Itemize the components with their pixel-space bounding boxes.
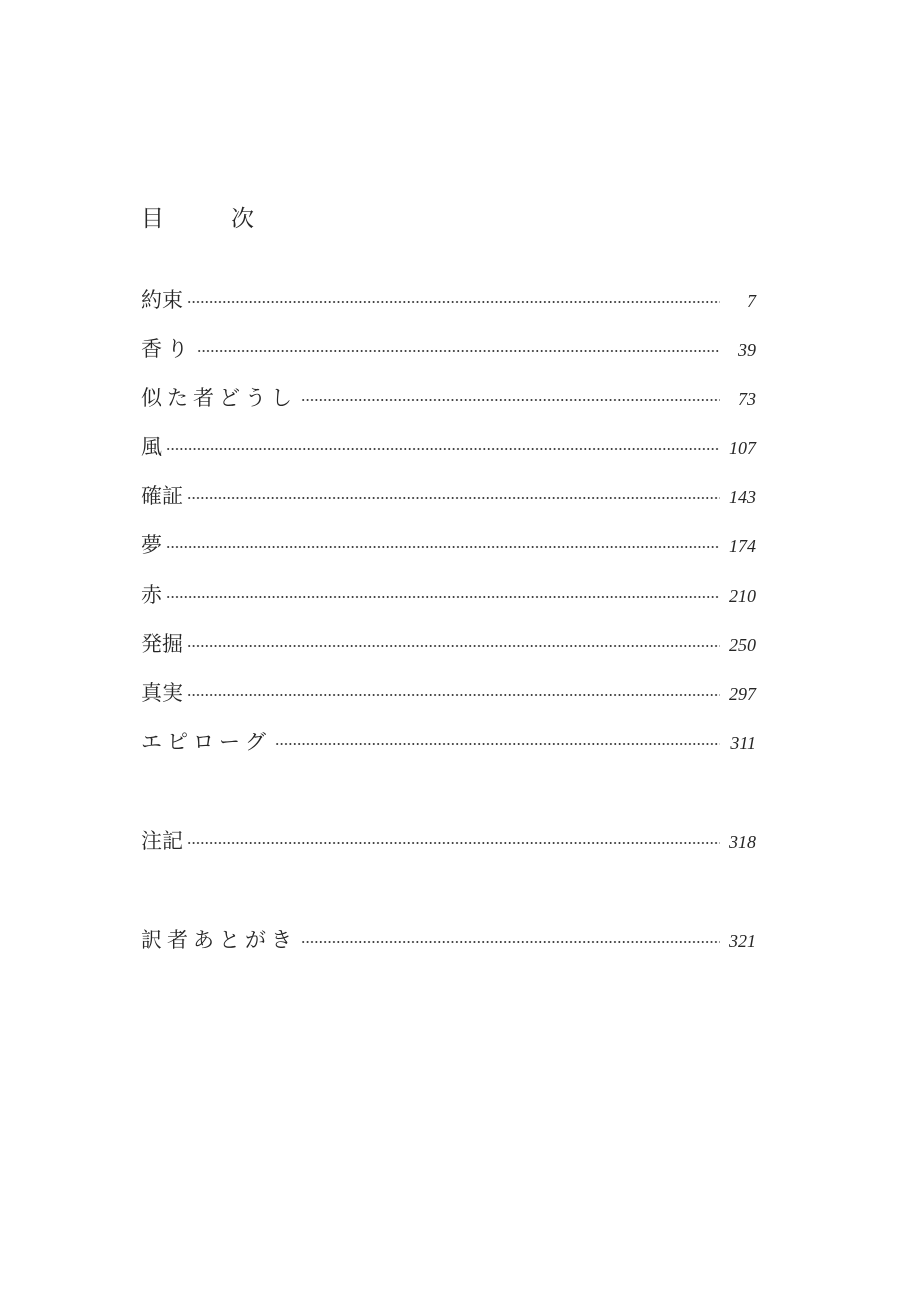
dot-leader	[301, 399, 720, 401]
dot-leader	[166, 546, 720, 548]
dot-leader	[197, 350, 720, 352]
entry-page-number: 107	[729, 438, 756, 458]
dot-leader	[275, 743, 720, 745]
entry-title: 赤	[141, 583, 162, 607]
entry-page-number: 174	[729, 536, 756, 556]
dot-leader	[166, 596, 720, 598]
entry-title: 夢	[141, 533, 162, 557]
toc-entry-shinjitsu[interactable]	[141, 676, 756, 710]
toc-list	[141, 0, 756, 1315]
toc-entry-yume[interactable]	[141, 528, 756, 562]
entry-title: 約束	[141, 288, 183, 312]
toc-entry-nitamono-doushi[interactable]	[141, 381, 756, 415]
entry-page-number: 297	[729, 684, 756, 704]
dot-leader	[187, 497, 720, 499]
entry-page-number: 73	[738, 389, 756, 409]
dot-leader	[166, 448, 720, 450]
toc-entry-epilogue[interactable]	[141, 725, 756, 759]
toc-entry-kakushou[interactable]	[141, 479, 756, 513]
entry-page-number: 250	[729, 635, 756, 655]
entry-title: 真実	[141, 681, 183, 705]
entry-page-number: 321	[729, 931, 756, 951]
toc-heading: 目 次	[141, 206, 276, 232]
entry-title: 確証	[141, 484, 183, 508]
dot-leader	[187, 301, 720, 303]
dot-leader	[301, 941, 720, 943]
toc-entry-hakkutsu[interactable]	[141, 627, 756, 661]
toc-entry-kaze[interactable]	[141, 430, 756, 464]
entry-page-number: 318	[729, 832, 756, 852]
entry-page-number: 311	[730, 733, 756, 753]
entry-title: 注記	[141, 829, 183, 853]
entry-title: 訳者あとがき	[141, 928, 297, 952]
dot-leader	[187, 694, 720, 696]
entry-title: 似た者どうし	[141, 386, 297, 410]
toc-entry-notes[interactable]	[141, 824, 756, 858]
toc-entry-translator-afterword[interactable]	[141, 923, 756, 957]
toc-entry-yakusoku[interactable]	[141, 283, 756, 317]
entry-page-number: 39	[738, 340, 756, 360]
toc-entry-kaori[interactable]	[141, 332, 756, 366]
dot-leader	[187, 842, 720, 844]
entry-page-number: 143	[729, 487, 756, 507]
entry-title: 香り	[141, 337, 193, 361]
dot-leader	[187, 645, 720, 647]
entry-title: 発掘	[141, 632, 183, 656]
entry-page-number: 7	[747, 291, 756, 311]
toc-entry-aka[interactable]	[141, 578, 756, 612]
entry-page-number: 210	[729, 586, 756, 606]
entry-title: エピローグ	[141, 730, 271, 754]
entry-title: 風	[141, 435, 162, 459]
